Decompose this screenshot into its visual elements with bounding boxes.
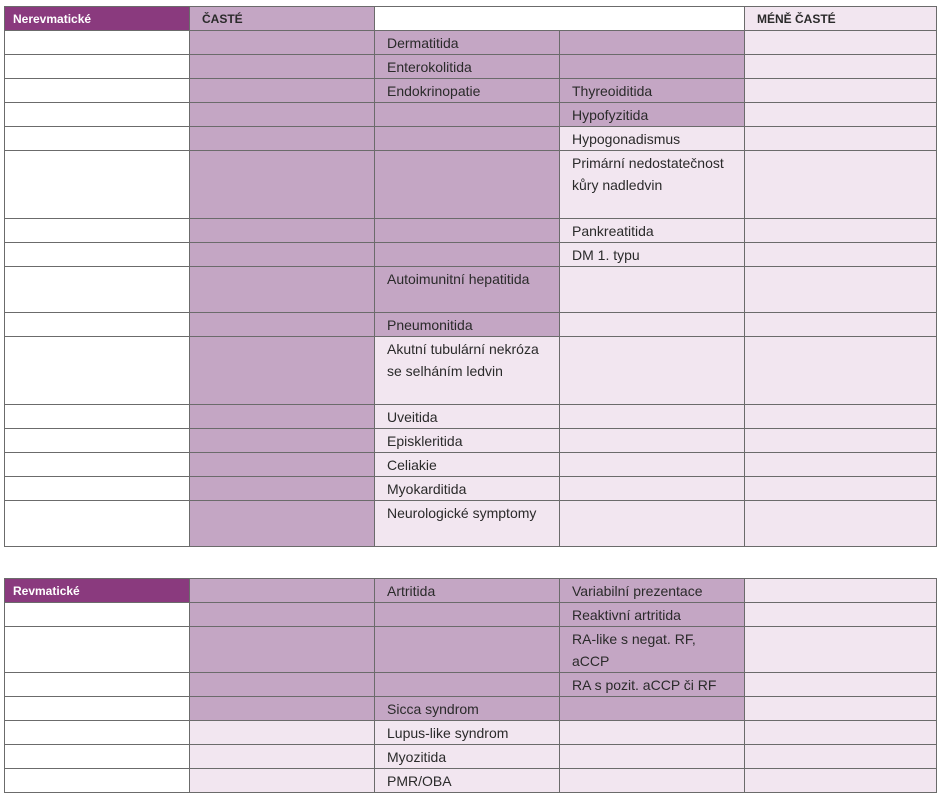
table-row: [5, 31, 937, 55]
table-row: [5, 337, 937, 405]
table-cell: [560, 31, 745, 55]
table-cell: [560, 429, 745, 453]
table-cell: [190, 721, 375, 745]
table-cell: [745, 405, 937, 429]
table-cell: [190, 697, 375, 721]
table-cell: [190, 243, 375, 267]
table-row: [5, 103, 937, 127]
table-cell: [560, 337, 745, 405]
table-cell: [5, 103, 190, 127]
table-cell: [190, 103, 375, 127]
table-cell: [745, 313, 937, 337]
table-cell: [5, 673, 190, 697]
table-cell: [190, 219, 375, 243]
subtype-cell: Thyreoiditida: [560, 79, 745, 103]
table-row: [5, 697, 937, 721]
table-cell: [745, 79, 937, 103]
condition-cell: Celiakie: [375, 453, 560, 477]
table-row: [5, 7, 937, 31]
table-cell: [375, 151, 560, 219]
condition-cell: Neurologické symptomy: [375, 501, 560, 547]
condition-cell: PMR/OBA: [375, 769, 560, 793]
table-cell: [190, 151, 375, 219]
subtype-cell: DM 1. typu: [560, 243, 745, 267]
table-cell: [745, 721, 937, 745]
table-cell: [190, 673, 375, 697]
table-cell: [190, 769, 375, 793]
table-cell: [375, 103, 560, 127]
table-cell: [745, 745, 937, 769]
table-cell: [5, 337, 190, 405]
table-cell: [745, 127, 937, 151]
table-cell: [745, 31, 937, 55]
table-cell: [560, 769, 745, 793]
table-cell: [190, 603, 375, 627]
subtype-cell: RA-like s negat. RF, aCCP: [560, 627, 745, 673]
table-cell: [375, 243, 560, 267]
table-cell: [745, 219, 937, 243]
table-cell: [190, 627, 375, 673]
table-cell: [190, 429, 375, 453]
subtype-cell: Hypogonadismus: [560, 127, 745, 151]
table-cell: [745, 429, 937, 453]
table-cell: [560, 745, 745, 769]
rheumatic-header: Revmatické: [5, 579, 190, 603]
table-cell: [375, 127, 560, 151]
condition-cell: Uveitida: [375, 405, 560, 429]
table-cell: [745, 673, 937, 697]
table-row: [5, 267, 937, 313]
table-row: [5, 501, 937, 547]
table-cell: [745, 627, 937, 673]
table-row: [5, 603, 937, 627]
table-cell: [190, 501, 375, 547]
table-cell: [375, 627, 560, 673]
condition-cell: Sicca syndrom: [375, 697, 560, 721]
table-cell: [745, 579, 937, 603]
table-cell: [5, 127, 190, 151]
condition-cell: Myokarditida: [375, 477, 560, 501]
table-cell: [5, 745, 190, 769]
table-cell: [5, 79, 190, 103]
table-cell: [745, 267, 937, 313]
table-cell: [5, 769, 190, 793]
table-cell: [5, 151, 190, 219]
table-cell: [745, 151, 937, 219]
table-cell: [375, 219, 560, 243]
rheumatic-table: [4, 578, 937, 793]
table-cell: [5, 405, 190, 429]
condition-cell: Episkleritida: [375, 429, 560, 453]
table-cell: [5, 603, 190, 627]
condition-cell: Dermatitida: [375, 31, 560, 55]
table-cell: [5, 697, 190, 721]
table-cell: [745, 337, 937, 405]
table-cell: [745, 55, 937, 79]
condition-cell: Akutní tubulární nekróza se selháním ledvin: [375, 337, 560, 405]
table-cell: [560, 697, 745, 721]
table-cell: [745, 697, 937, 721]
table-cell: [560, 55, 745, 79]
table-cell: [560, 405, 745, 429]
condition-cell: Autoimunitní hepatitida: [375, 267, 560, 313]
nonrheumatic-table: [4, 6, 937, 547]
common-header: ČASTÉ: [190, 7, 375, 31]
table-row: [5, 243, 937, 267]
table-cell: [190, 579, 375, 603]
subtype-cell: Primární nedostatečnost kůry nadledvin: [560, 151, 745, 219]
condition-cell: Artritida: [375, 579, 560, 603]
table-cell: [375, 7, 745, 31]
subtype-cell: Variabilní prezentace: [560, 579, 745, 603]
subtype-cell: Reaktivní artritida: [560, 603, 745, 627]
condition-cell: Pneumonitida: [375, 313, 560, 337]
table-cell: [375, 603, 560, 627]
table-row: [5, 453, 937, 477]
table-cell: [745, 603, 937, 627]
table-cell: [190, 313, 375, 337]
table-row: [5, 151, 937, 219]
table-cell: [560, 477, 745, 501]
table-row: [5, 721, 937, 745]
table-cell: [5, 267, 190, 313]
table-cell: [5, 55, 190, 79]
table-cell: [5, 31, 190, 55]
table-cell: [560, 721, 745, 745]
table-cell: [745, 769, 937, 793]
table-cell: [5, 243, 190, 267]
table-cell: [190, 745, 375, 769]
subtype-cell: Hypofyzitida: [560, 103, 745, 127]
condition-cell: Enterokolitida: [375, 55, 560, 79]
table-cell: [5, 219, 190, 243]
condition-cell: Lupus-like syndrom: [375, 721, 560, 745]
table-cell: [5, 721, 190, 745]
table-cell: [190, 405, 375, 429]
table-cell: [745, 243, 937, 267]
table-row: [5, 405, 937, 429]
condition-cell: Endokrinopatie: [375, 79, 560, 103]
subtype-cell: Pankreatitida: [560, 219, 745, 243]
table-cell: [745, 103, 937, 127]
table-cell: [745, 453, 937, 477]
table-cell: [560, 501, 745, 547]
table-cell: [190, 337, 375, 405]
table-row: [5, 313, 937, 337]
table-cell: [375, 673, 560, 697]
table-cell: [5, 627, 190, 673]
less-common-header: MÉNĚ ČASTÉ: [745, 7, 937, 31]
table-row: [5, 55, 937, 79]
table-cell: [190, 79, 375, 103]
table-row: [5, 745, 937, 769]
table-row: [5, 579, 937, 603]
table-row: [5, 429, 937, 453]
table-row: [5, 127, 937, 151]
table-cell: [190, 31, 375, 55]
table-row: [5, 769, 937, 793]
table-cell: [5, 477, 190, 501]
table-row: [5, 79, 937, 103]
table-row: [5, 673, 937, 697]
table-cell: [5, 313, 190, 337]
table-cell: [190, 453, 375, 477]
table-cell: [5, 453, 190, 477]
table-row: [5, 627, 937, 673]
table-cell: [190, 127, 375, 151]
table-cell: [560, 313, 745, 337]
table-cell: [190, 267, 375, 313]
table-row: [5, 219, 937, 243]
table-cell: [745, 477, 937, 501]
table-cell: [5, 501, 190, 547]
nonrheumatic-header: Nerevmatické: [5, 7, 190, 31]
table-row: [5, 477, 937, 501]
table-cell: [560, 267, 745, 313]
table-cell: [190, 477, 375, 501]
table-cell: [190, 55, 375, 79]
condition-cell: Myozitida: [375, 745, 560, 769]
table-cell: [745, 501, 937, 547]
table-cell: [560, 453, 745, 477]
table-cell: [5, 429, 190, 453]
subtype-cell: RA s pozit. aCCP či RF: [560, 673, 745, 697]
